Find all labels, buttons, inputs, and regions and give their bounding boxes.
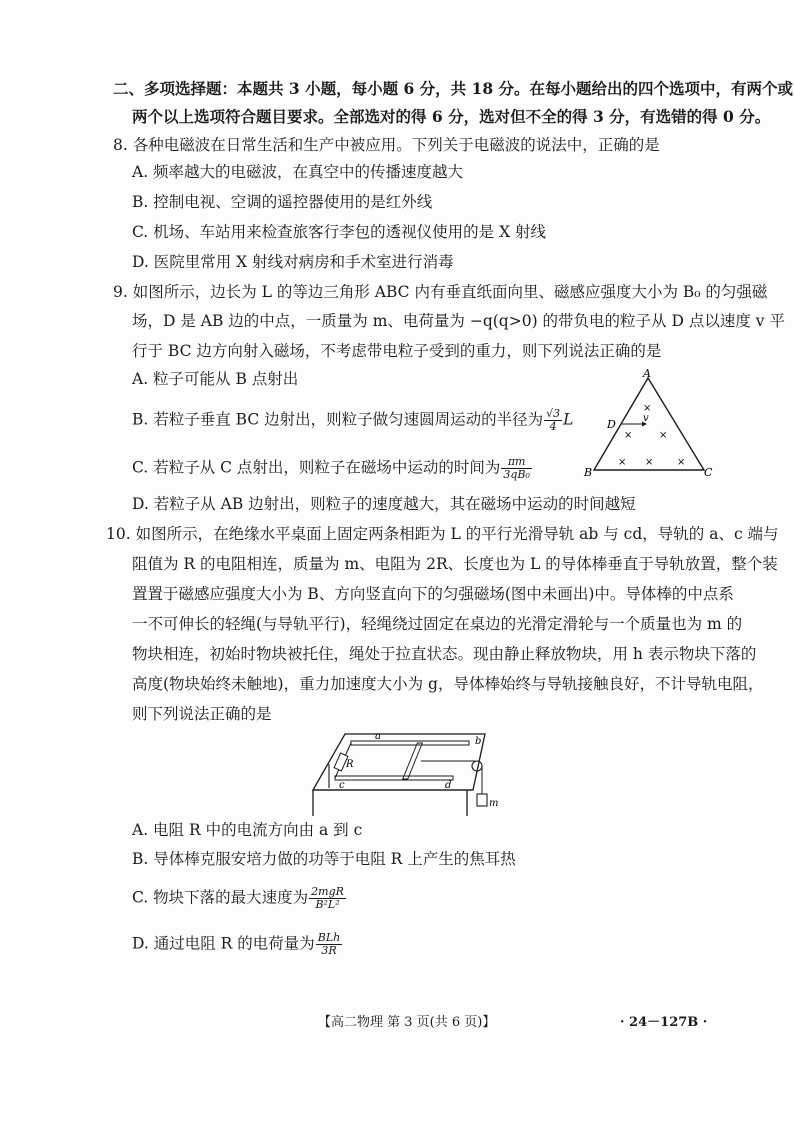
q10-option-a: A. 电阻 R 中的电流方向由 a 到 c xyxy=(132,821,363,839)
page-footer xyxy=(0,1012,794,1034)
label-b: b xyxy=(475,736,482,747)
label-d: D xyxy=(607,418,616,431)
q10-option-c-text: C. 物块下落的最大速度为 xyxy=(132,888,309,907)
q9-stem-line2: 场，D 是 AB 边的中点，一质量为 m、电荷量为 −q(q>0) 的带负电的粒子从 D 点以速度 v 平 xyxy=(132,312,785,330)
q9-triangle-figure xyxy=(580,368,715,480)
q9-option-b-text: B. 若粒子垂直 BC 边射出，则粒子做匀速圆周运动的半径为 xyxy=(132,410,544,429)
conductor-rod xyxy=(403,743,423,779)
q9-option-c-numerator: πm xyxy=(501,456,532,469)
field-cross: × xyxy=(624,430,633,441)
q10-option-d xyxy=(132,932,343,957)
label-a: A xyxy=(643,368,651,380)
rail-cd xyxy=(335,776,453,780)
field-cross: × xyxy=(659,430,668,441)
label-m: m xyxy=(489,798,499,809)
q10-option-c-fraction xyxy=(309,886,346,911)
q10-option-d-numerator: BLh xyxy=(317,931,341,944)
label-d: d xyxy=(445,780,452,791)
q10-option-d-text: D. 通过电阻 R 的电荷量为 xyxy=(132,934,315,953)
block xyxy=(477,794,487,806)
q9-option-d: D. 若粒子从 AB 边射出，则粒子的速度越大，其在磁场中运动的时间越短 xyxy=(132,495,636,513)
q9-option-c-fraction xyxy=(501,456,532,481)
q9-option-b-denominator: 4 xyxy=(549,420,557,433)
rail-ab xyxy=(351,741,469,745)
q10-option-d-denominator: 3R xyxy=(321,944,337,957)
q9-option-c-text: C. 若粒子从 C 点射出，则粒子在磁场中运动的时间为 xyxy=(132,458,501,477)
q10-stem-line5: 物块相连，初始时物块被托住，绳处于拉直状态。现由静止释放物块，用 h 表示物块下落的 xyxy=(132,645,757,663)
field-cross: × xyxy=(618,457,627,468)
q10-option-d-fraction xyxy=(316,932,342,957)
q10-option-c-denominator: B²L² xyxy=(315,898,340,911)
label-a: a xyxy=(375,731,381,742)
field-cross: × xyxy=(643,403,652,414)
q9-option-b-fraction xyxy=(544,408,562,433)
q10-stem-line7: 则下列说法正确的是 xyxy=(132,705,272,723)
q10-option-c-numerator: 2mgR xyxy=(311,885,344,898)
label-b: B xyxy=(584,466,593,479)
footer-page-info: 【高二物理 第 3 页(共 6 页)】 xyxy=(318,1015,496,1030)
q10-option-b: B. 导体棒克服安培力做的功等于电阻 R 上产生的焦耳热 xyxy=(132,850,516,868)
q9-option-a: A. 粒子可能从 B 点射出 xyxy=(132,370,299,388)
q8-option-b: B. 控制电视、空调的遥控器使用的是红外线 xyxy=(132,193,433,211)
section-header-line1: 二、多项选择题：本题共 3 小题，每小题 6 分，共 18 分。在每小题给出的四个选项中，有两个或 xyxy=(113,79,794,98)
field-cross: × xyxy=(677,457,686,468)
q10-stem-line6: 高度(物块始终未触地)，重力加速度大小为 g，导体棒始终与导轨接触良好，不计导轨电阻， xyxy=(132,675,764,693)
q10-stem-line4: 一不可伸长的轻绳(与导轨平行)，轻绳绕过固定在桌边的光滑定滑轮与一个质量也为 m 的 xyxy=(132,615,743,633)
q10-rail-figure xyxy=(305,724,505,824)
q10-option-c xyxy=(132,886,347,911)
section-header-line2: 两个以上选项符合题目要求。全部选对的得 6 分，选对但不全的得 3 分，有选错的得 0 分。 xyxy=(132,107,771,126)
label-c: c xyxy=(339,780,345,791)
label-v: v xyxy=(643,413,649,424)
q8-option-c: C. 机场、车站用来检查旅客行李包的透视仪使用的是 X 射线 xyxy=(132,223,547,241)
label-r: R xyxy=(346,759,354,770)
q9-option-b xyxy=(132,408,573,433)
q9-option-b-numerator: √3 xyxy=(546,407,561,420)
field-cross: × xyxy=(645,457,654,468)
q9-stem-line3: 行于 BC 边方向射入磁场，不考虑带电粒子受到的重力，则下列说法正确的是 xyxy=(132,342,662,360)
q9-option-c-denominator: 3qB₀ xyxy=(503,468,530,481)
footer-exam-code: · 24－127B · xyxy=(620,1015,708,1030)
q10-stem-line1: 10. 如图所示，在绝缘水平桌面上固定两条相距为 L 的平行光滑导轨 ab 与 cd，导轨的 a、c 端与 xyxy=(106,525,779,543)
q8-stem: 8. 各种电磁波在日常生活和生产中被应用。下列关于电磁波的说法中，正确的是 xyxy=(113,136,660,154)
q8-option-d: D. 医院里常用 X 射线对病房和手术室进行消毒 xyxy=(132,253,454,271)
q9-option-c xyxy=(132,456,533,481)
q10-stem-line3: 置置于磁感应强度大小为 B、方向竖直向下的匀强磁场(图中未画出)中。导体棒的中点系 xyxy=(132,585,734,603)
q9-stem-line1: 9. 如图所示，边长为 L 的等边三角形 ABC 内有垂直纸面向里、磁感应强度大小为 B₀ 的匀强磁 xyxy=(113,283,768,301)
label-c: C xyxy=(704,466,713,479)
q10-stem-line2: 阻值为 R 的电阻相连，质量为 m、电阻为 2R、长度也为 L 的导体棒垂直于导轨放置，整个装 xyxy=(132,555,778,573)
q8-option-a: A. 频率越大的电磁波，在真空中的传播速度越大 xyxy=(132,163,464,181)
q9-option-b-unit: L xyxy=(563,410,574,429)
